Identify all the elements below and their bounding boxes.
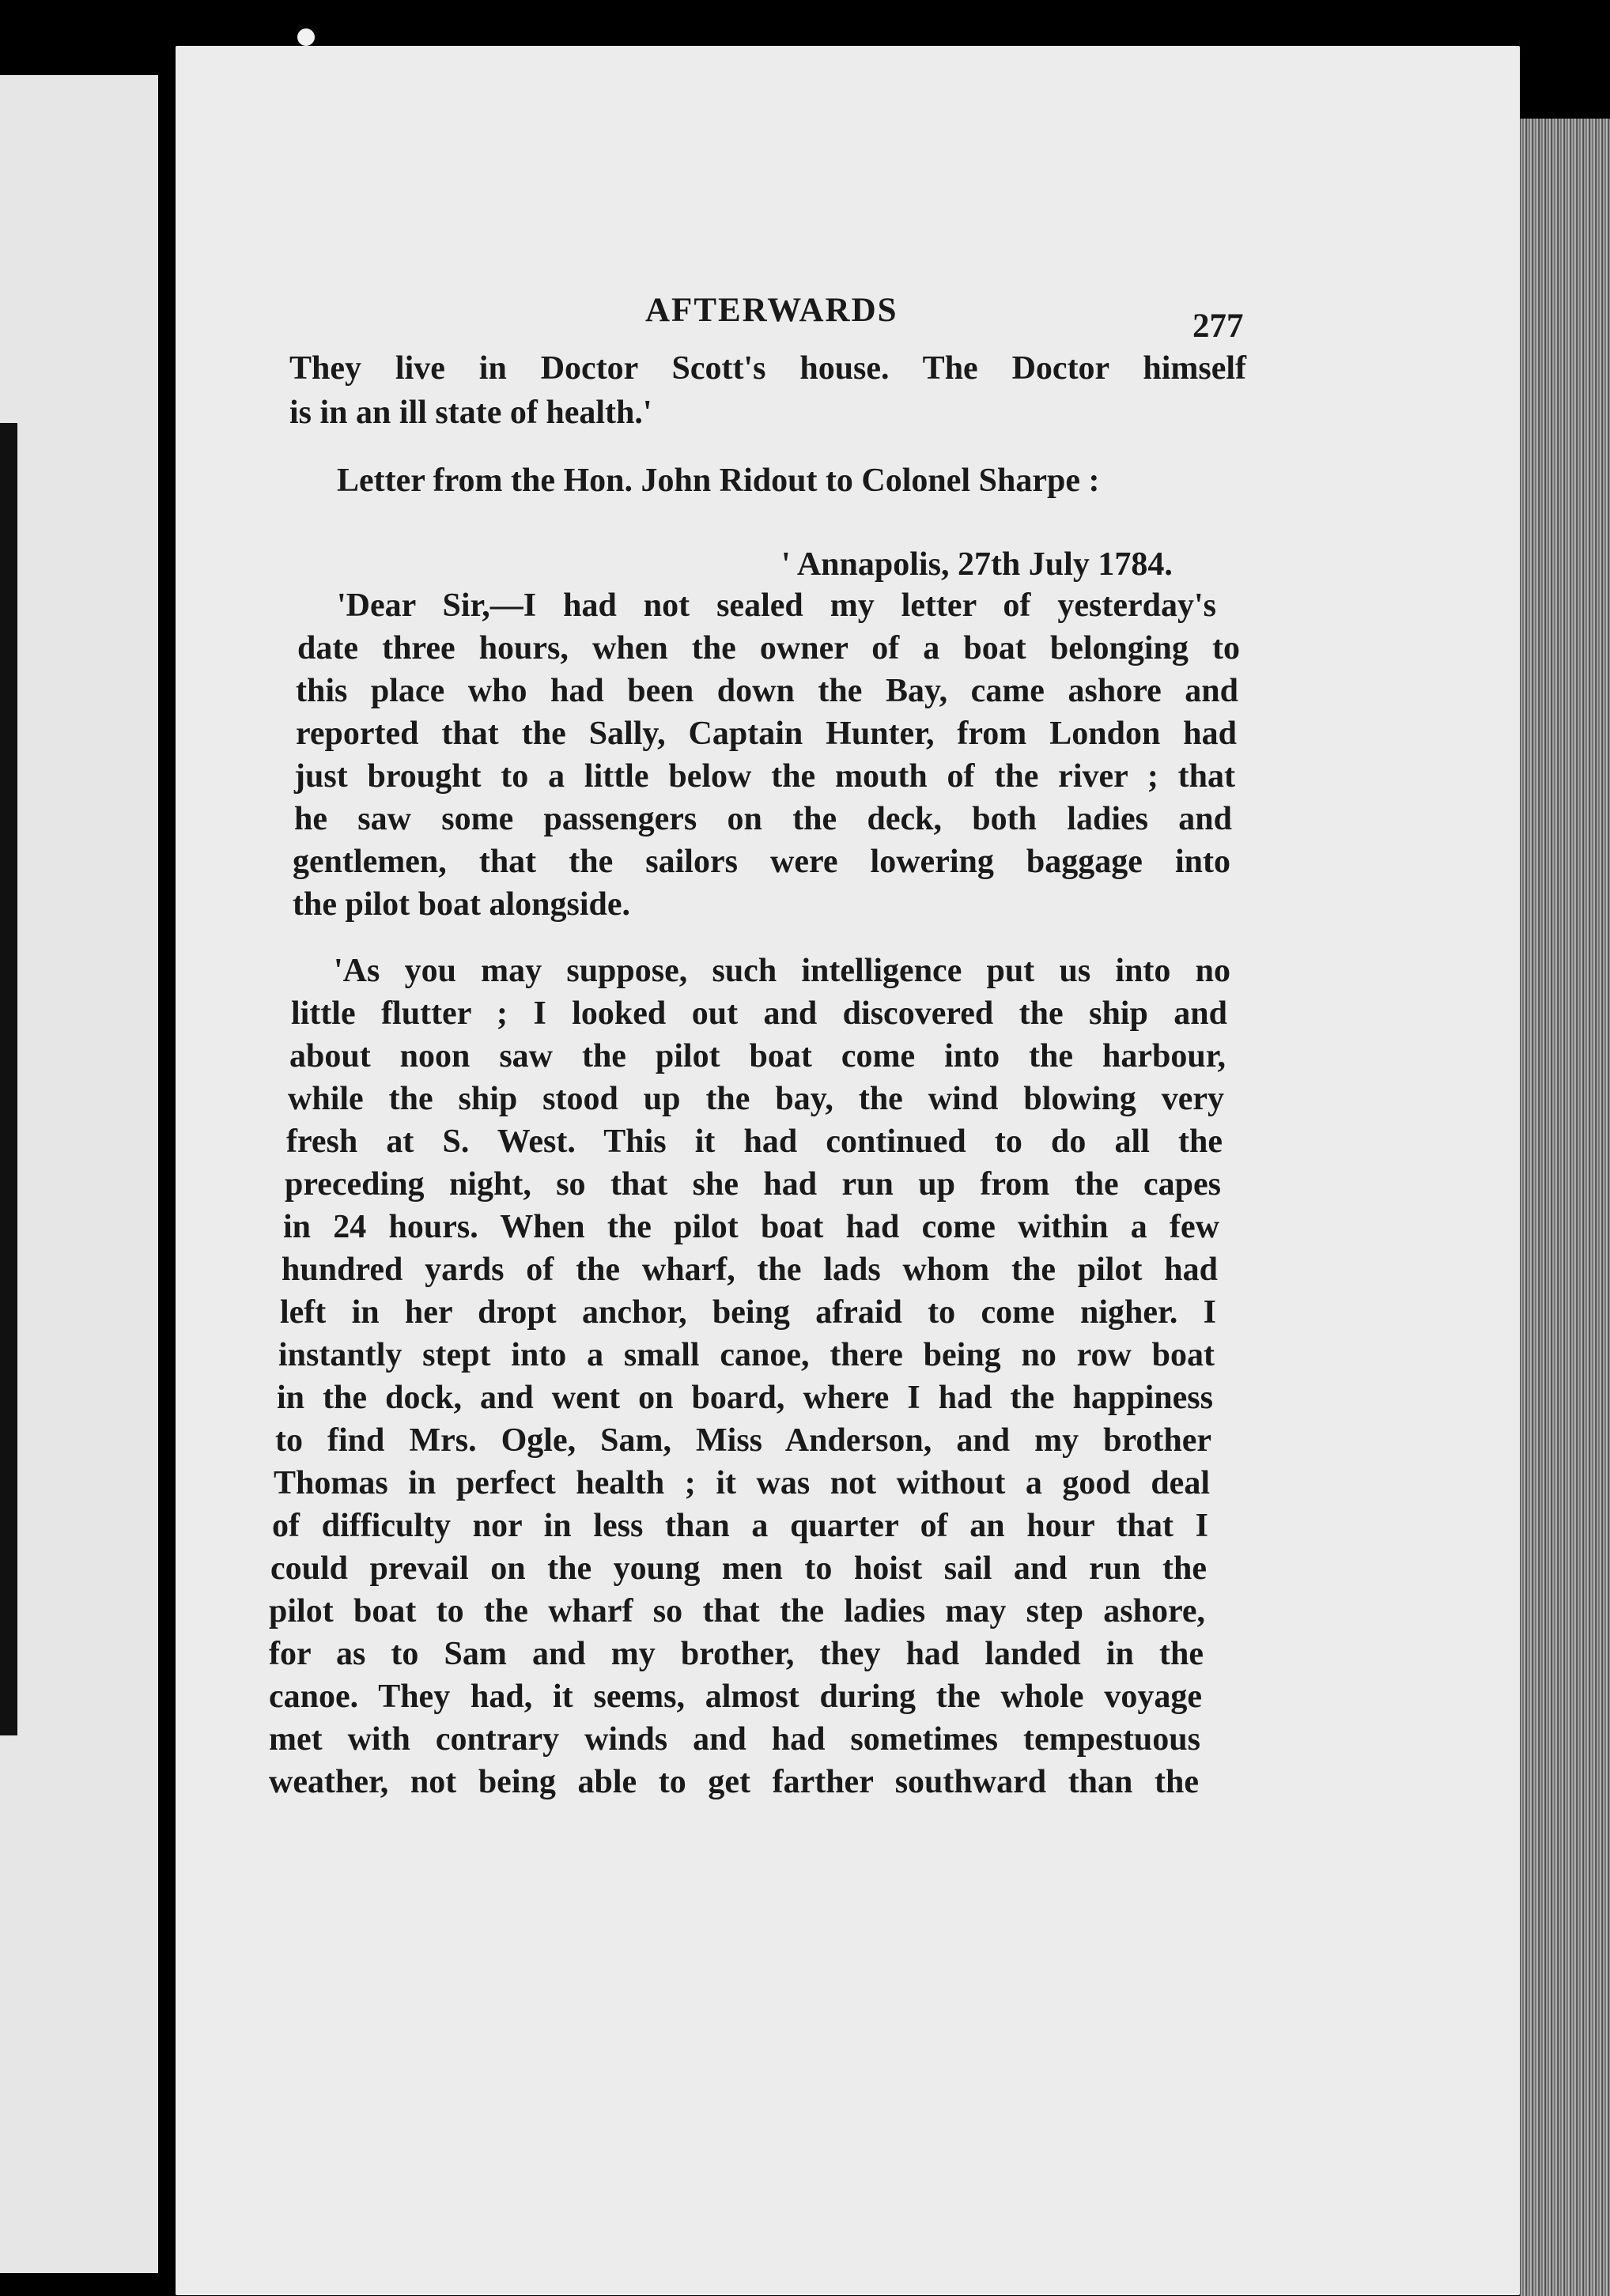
body-line: about noon saw the pilot boat come into the harbour, — [289, 1038, 1226, 1074]
page-number: 277 — [1192, 308, 1244, 345]
body-line: in the dock, and went on board, where I had the happiness — [277, 1380, 1213, 1416]
body-line: Letter from the Hon. John Ridout to Colonel Sharpe : — [337, 463, 1100, 499]
body-line: the pilot boat alongside. — [293, 886, 631, 923]
body-line: is in an ill state of health.' — [289, 395, 652, 431]
body-line: could prevail on the young men to hoist sail and run the — [270, 1550, 1207, 1587]
page-edges — [1520, 119, 1610, 2296]
body-line: preceding night, so that she had run up from the capes — [285, 1166, 1221, 1203]
body-line: pilot boat to the wharf so that the ladies may step ashore, — [269, 1593, 1205, 1629]
body-line: 'Dear Sir,—I had not sealed my letter of yesterday's — [337, 587, 1216, 624]
body-line: he saw some passengers on the deck, both ladies and — [294, 801, 1232, 837]
body-line: little flutter ; I looked out and discovered the ship and — [291, 995, 1227, 1032]
body-line: hundred yards of the wharf, the lads whom the pilot had — [282, 1252, 1218, 1288]
body-line: just brought to a little below the mouth of the river ; that — [294, 758, 1235, 795]
film-punch-hole — [297, 28, 315, 46]
body-line: to find Mrs. Ogle, Sam, Miss Anderson, and my brother — [275, 1422, 1211, 1459]
body-line: fresh at S. West. This it had continued to do all the — [286, 1123, 1223, 1160]
body-line: while the ship stood up the bay, the wind blowing very — [288, 1081, 1224, 1117]
body-line: Thomas in perfect health ; it was not without a good deal — [274, 1465, 1210, 1501]
body-line: met with contrary winds and had sometimes tempestuous — [269, 1721, 1200, 1758]
body-line: canoe. They had, it seems, almost during the whole voyage — [269, 1679, 1202, 1715]
body-line: ' Annapolis, 27th July 1784. — [781, 546, 1173, 583]
body-line: instantly stept into a small canoe, there being no row boat — [278, 1337, 1215, 1373]
body-line: 'As you may suppose, such intelligence put us into no — [334, 953, 1230, 989]
running-head: AFTERWARDS — [645, 292, 898, 329]
body-line: for as to Sam and my brother, they had landed in the — [269, 1636, 1204, 1672]
body-line: weather, not being able to get farther southward than the — [269, 1764, 1199, 1800]
body-line: in 24 hours. When the pilot boat had come within a few — [283, 1209, 1219, 1245]
body-line: reported that the Sally, Captain Hunter, from London had — [296, 716, 1237, 752]
body-line: of difficulty nor in less than a quarter of an hour that I — [272, 1508, 1208, 1544]
body-line: They live in Doctor Scott's house. The Doctor himself — [289, 350, 1246, 387]
body-line: date three hours, when the owner of a boat belonging to — [297, 630, 1240, 667]
facing-page-edge — [0, 75, 158, 2273]
body-line: gentlemen, that the sailors were lowering baggage into — [293, 844, 1230, 880]
body-line: left in her dropt anchor, being afraid to come nigher. I — [280, 1294, 1216, 1331]
body-line: this place who had been down the Bay, came ashore and — [296, 673, 1238, 709]
facing-page-plate — [0, 423, 17, 1735]
